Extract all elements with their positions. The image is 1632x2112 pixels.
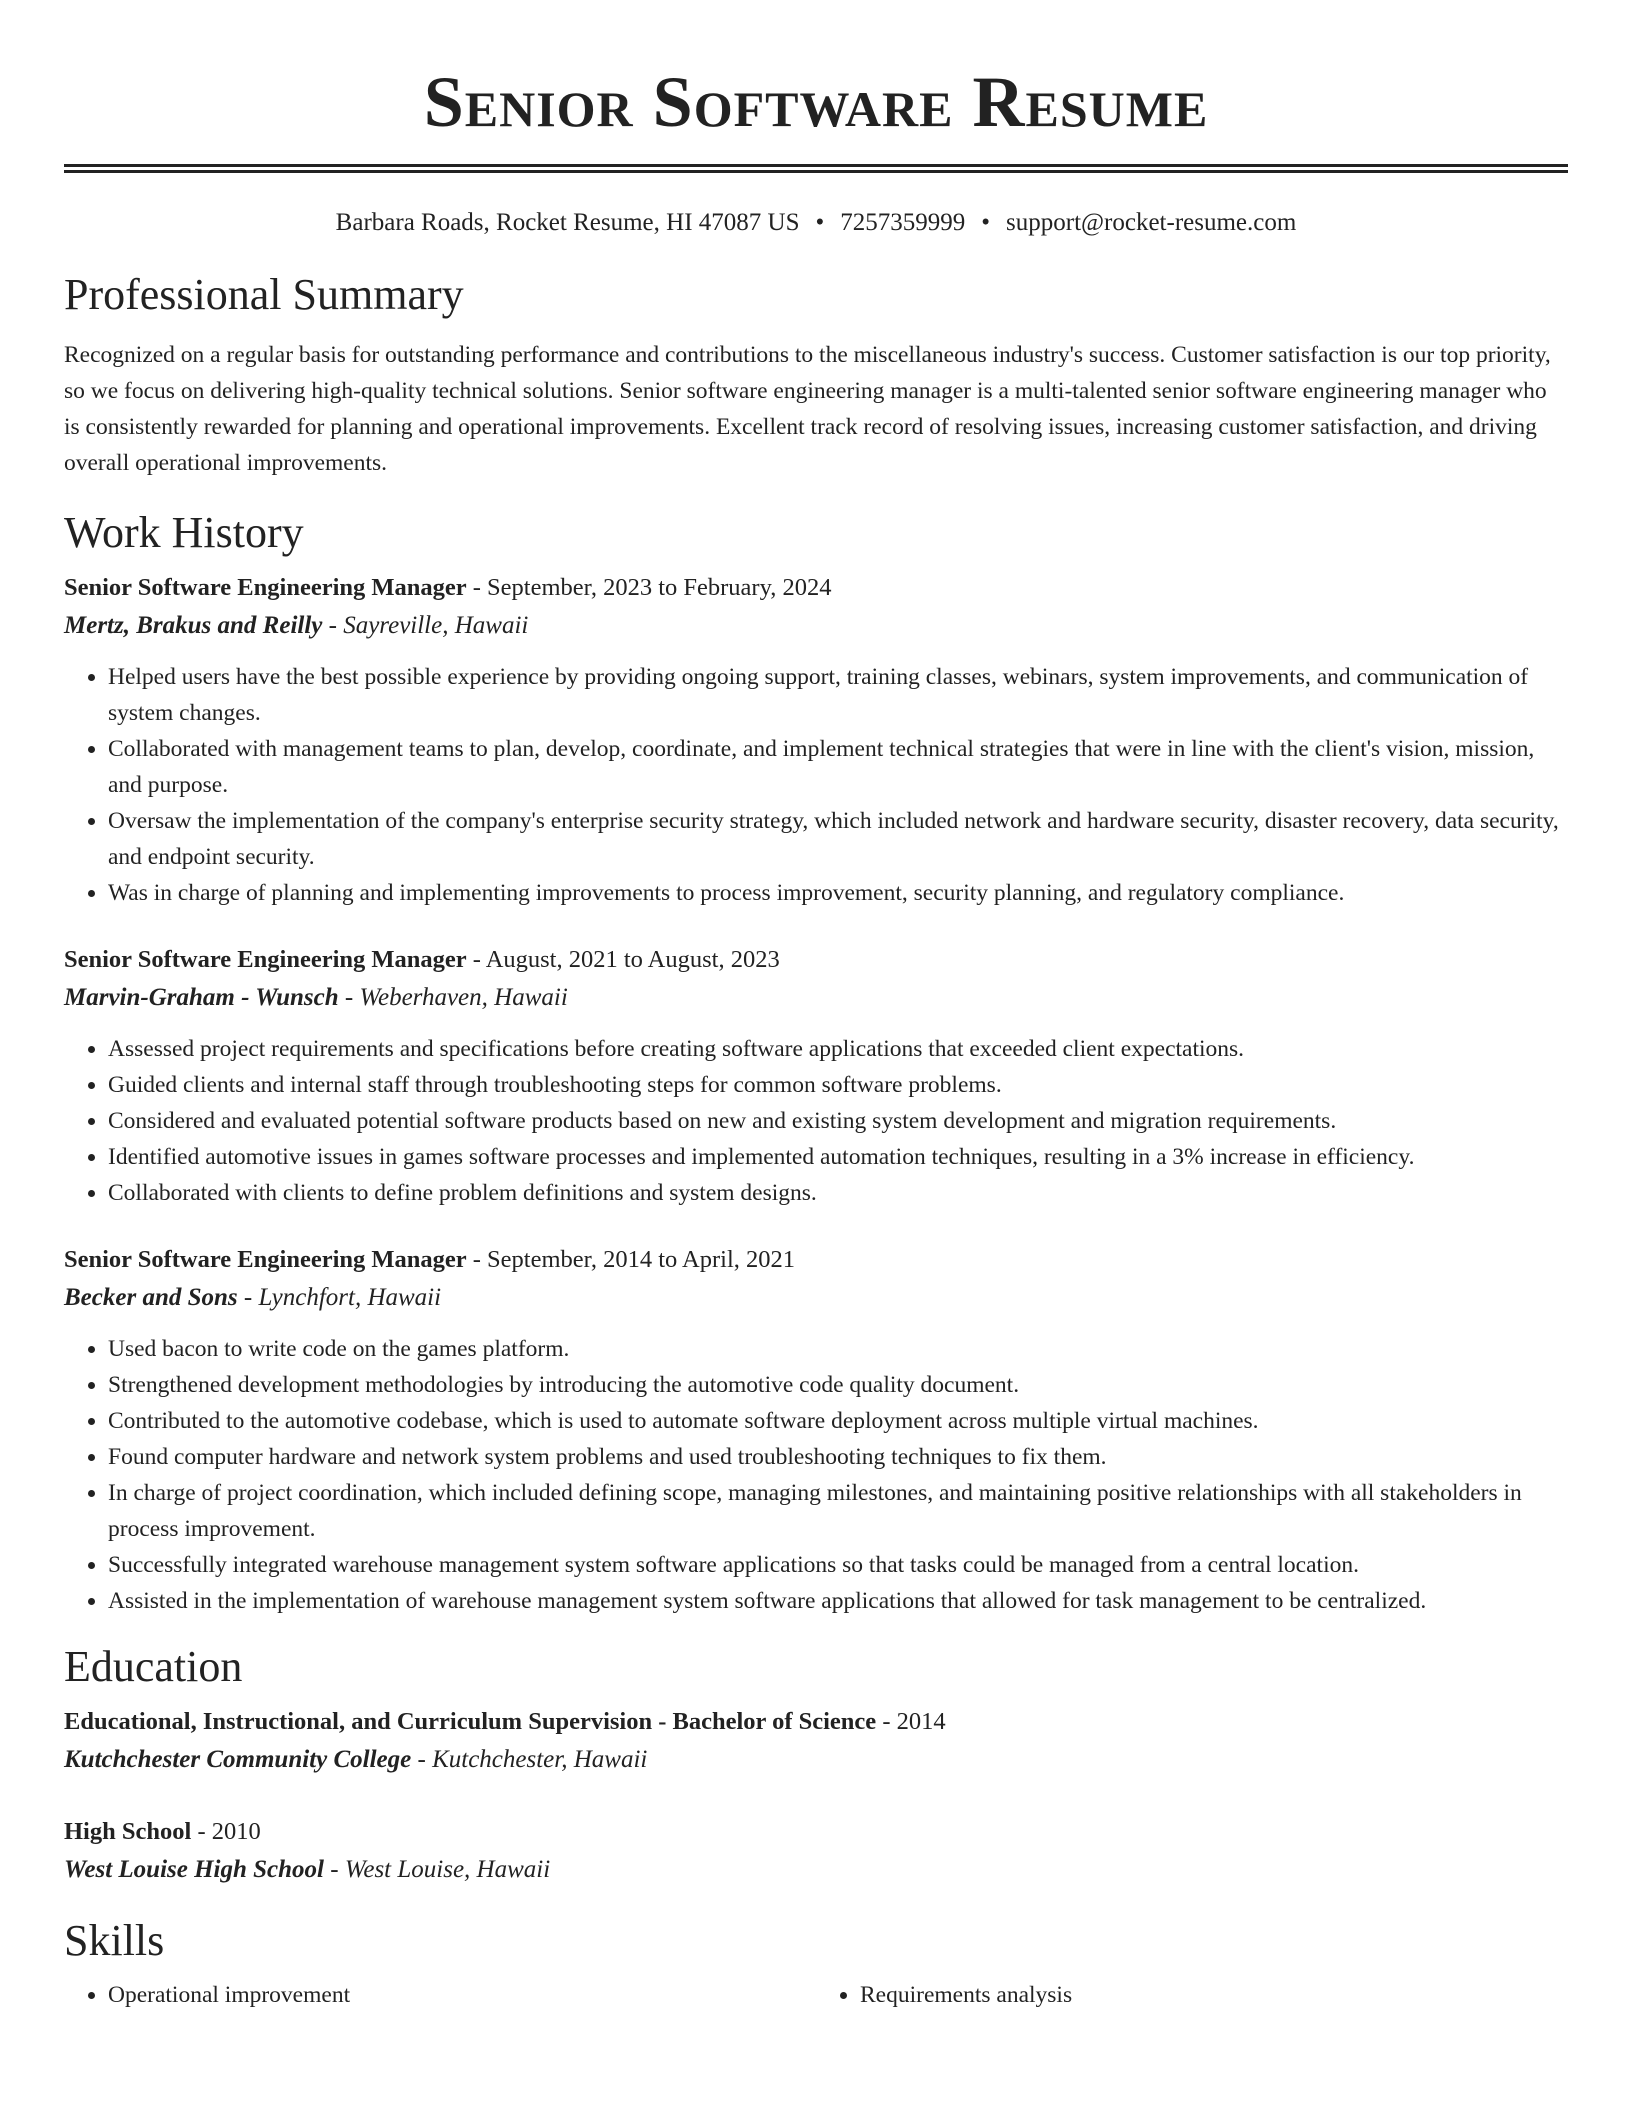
job-dates: - September, 2023 to February, 2024 — [466, 574, 832, 601]
job-dates: - September, 2014 to April, 2021 — [466, 1246, 796, 1273]
degree-line — [64, 1703, 1568, 1741]
company-name: Mertz, Brakus and Reilly — [64, 612, 323, 639]
skill-item: • Requirements analysis — [860, 1977, 1568, 2013]
job-bullet: • In charge of project coordination, which included defining scope, managing milestones, and maintaining positive relationships with all stakeholders in process improvement. — [108, 1475, 1568, 1547]
company-line — [64, 1279, 1568, 1317]
job-bullet: • Considered and evaluated potential software products based on new and existing system development and migration requirements. — [108, 1103, 1568, 1139]
job-bullet: • Guided clients and internal staff through troubleshooting steps for common software problems. — [108, 1067, 1568, 1103]
skills-column-left — [64, 1977, 816, 2013]
company-location: - Sayreville, Hawaii — [322, 612, 529, 639]
title-divider — [64, 164, 1568, 173]
company-location: - Weberhaven, Hawaii — [338, 984, 568, 1011]
company-line — [64, 607, 1568, 645]
school-line — [64, 1741, 1568, 1779]
degree-year: - 2010 — [191, 1818, 261, 1845]
job-bullet: • Found computer hardware and network system problems and used troubleshooting techniques to fix them. — [108, 1439, 1568, 1475]
job-bullet: • Used bacon to write code on the games platform. — [108, 1331, 1568, 1367]
school-line — [64, 1851, 1568, 1889]
skills-heading: Skills — [64, 1916, 165, 1965]
job-entry — [64, 569, 1568, 911]
job-bullet: • Collaborated with clients to define problem definitions and system designs. — [108, 1175, 1568, 1211]
company-line — [64, 979, 1568, 1017]
contact-phone: 7257359999 — [840, 209, 966, 236]
contact-line — [64, 207, 1568, 239]
company-name: Marvin-Graham - Wunsch — [64, 984, 339, 1011]
school-location: - West Louise, Hawaii — [324, 1856, 551, 1883]
job-title: Senior Software Engineering Manager — [64, 574, 467, 601]
degree-year: - 2014 — [876, 1708, 946, 1735]
education-heading: Education — [64, 1642, 243, 1691]
company-name: Becker and Sons — [64, 1284, 238, 1311]
job-bullet: • Collaborated with management teams to plan, develop, coordinate, and implement technical strategies that were in line with the client's vision, mission, and purpose. — [108, 731, 1568, 803]
job-dates: - August, 2021 to August, 2023 — [466, 946, 780, 973]
school-location: - Kutchchester, Hawaii — [411, 1746, 648, 1773]
skills-column-right — [816, 1977, 1568, 2013]
job-bullet: • Was in charge of planning and implementing improvements to process improvement, security planning, and regulatory compliance. — [108, 875, 1568, 911]
work-history-heading: Work History — [64, 508, 304, 557]
job-bullet: • Strengthened development methodologies by introducing the automotive code quality document. — [108, 1367, 1568, 1403]
job-bullet: • Oversaw the implementation of the company's enterprise security strategy, which included network and hardware security, disaster recovery, data security, and endpoint security. — [108, 803, 1568, 875]
company-location: - Lynchfort, Hawaii — [237, 1284, 442, 1311]
job-bullets — [64, 1331, 1568, 1619]
contact-separator: • — [981, 209, 991, 236]
job-entry — [64, 941, 1568, 1211]
summary-text: Recognized on a regular basis for outstanding performance and contributions to the miscellaneous industry's success. Customer satisfaction is our top priority, so we focus on delivering high-quality technical solutions. Senior software engineering manager is a multi-talented senior software engineering manager who is consistently rewarded for planning and operational improvements. Excellent track record of resolving issues, increasing customer satisfaction, and driving overall operational improvements. — [64, 342, 1551, 476]
job-title-line — [64, 569, 1568, 607]
job-title: Senior Software Engineering Manager — [64, 946, 467, 973]
job-entry — [64, 1241, 1568, 1619]
job-bullet: • Contributed to the automotive codebase, which is used to automate software deployment across multiple virtual machines. — [108, 1403, 1568, 1439]
job-bullets — [64, 659, 1568, 911]
school-name: Kutchchester Community College — [64, 1746, 412, 1773]
skills-list — [64, 1977, 1568, 2013]
summary-heading: Professional Summary — [64, 270, 464, 319]
degree-name: High School — [64, 1818, 192, 1845]
contact-email: support@rocket-resume.com — [1006, 209, 1297, 236]
skill-item: • Operational improvement — [108, 1977, 816, 2013]
job-bullet: • Assessed project requirements and specifications before creating software applications that exceeded client expectations. — [108, 1031, 1568, 1067]
job-title-line — [64, 1241, 1568, 1279]
job-bullet: • Identified automotive issues in games software processes and implemented automation techniques, resulting in a 3% increase in efficiency. — [108, 1139, 1568, 1175]
degree-line — [64, 1813, 1568, 1851]
education-entry — [64, 1813, 1568, 1889]
job-bullet: • Helped users have the best possible experience by providing ongoing support, training classes, webinars, system improvements, and communication of system changes. — [108, 659, 1568, 731]
contact-address: Barbara Roads, Rocket Resume, HI 47087 US — [335, 209, 800, 236]
job-bullets — [64, 1031, 1568, 1211]
resume-title: Senior Software Resume — [423, 62, 1209, 142]
job-bullet: • Assisted in the implementation of warehouse management system software applications that allowed for task management to be centralized. — [108, 1583, 1568, 1619]
job-bullet: • Successfully integrated warehouse management system software applications so that tasks could be managed from a central location. — [108, 1547, 1568, 1583]
degree-name: Educational, Instructional, and Curriculum Supervision - Bachelor of Science — [64, 1708, 877, 1735]
education-entry — [64, 1703, 1568, 1779]
school-name: West Louise High School — [64, 1856, 324, 1883]
job-title: Senior Software Engineering Manager — [64, 1246, 467, 1273]
contact-separator: • — [815, 209, 825, 236]
job-title-line — [64, 941, 1568, 979]
